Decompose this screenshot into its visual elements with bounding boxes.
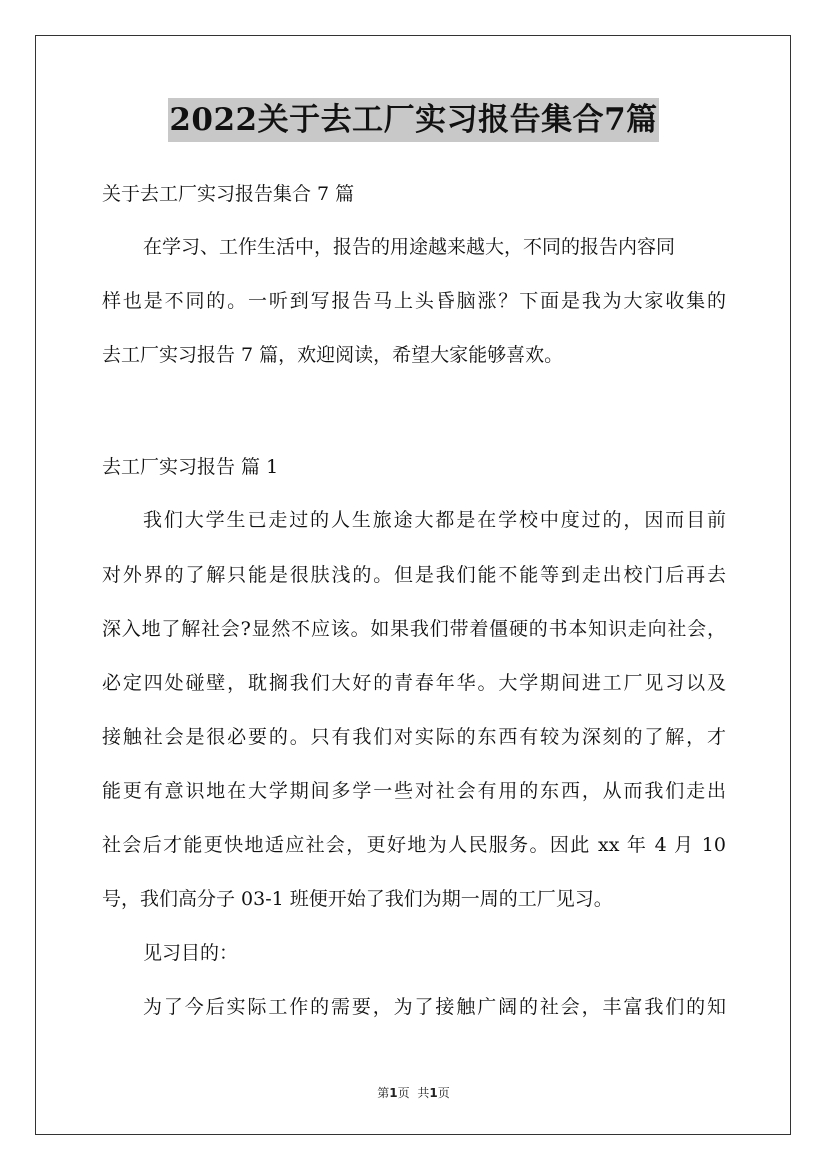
footer-total-suffix: 页 bbox=[437, 1086, 450, 1100]
section-line-6: 能更有意识地在大学期间多学一些对社会有用的东西，从而我们走出 bbox=[102, 780, 726, 802]
section-line-5: 接触社会是很必要的。只有我们对实际的东西有较为深刻的了解，才 bbox=[102, 726, 726, 748]
footer-page-suffix: 页 bbox=[397, 1086, 410, 1100]
page-footer bbox=[0, 1084, 827, 1101]
document-subtitle: 关于去工厂实习报告集合 7 篇 bbox=[102, 183, 355, 205]
section-heading: 去工厂实习报告 篇 1 bbox=[102, 456, 279, 478]
section-line-3: 深入地了解社会?显然不应该。如果我们带着僵硬的书本知识走向社会， bbox=[102, 618, 726, 640]
section-line-8: 号，我们高分子 03-1 班便开始了我们为期一周的工厂见习。 bbox=[102, 888, 613, 910]
section-line-2: 对外界的了解只能是很肤浅的。但是我们能不能等到走出校门后再去 bbox=[102, 564, 726, 586]
footer-total-prefix: 共 bbox=[417, 1086, 430, 1100]
intro-line-2: 样也是不同的。一听到写报告马上头昏脑涨？下面是我为大家收集的 bbox=[102, 290, 726, 312]
purpose-heading: 见习目的： bbox=[143, 942, 239, 964]
footer-page-number: 1 bbox=[389, 1086, 398, 1100]
footer-total-number: 1 bbox=[429, 1086, 438, 1100]
footer-page-prefix: 第 bbox=[377, 1086, 390, 1100]
section-line-7: 社会后才能更快地适应社会，更好地为人民服务。因此 xx 年 4 月 10 bbox=[102, 834, 726, 856]
intro-line-3: 去工厂实习报告 7 篇，欢迎阅读，希望大家能够喜欢。 bbox=[102, 344, 564, 366]
document-title-text: 2022关于去工厂实习报告集合7篇 bbox=[168, 98, 658, 142]
intro-line-1: 在学习、工作生活中，报告的用途越来越大，不同的报告内容同 bbox=[143, 236, 676, 258]
section-line-1: 我们大学生已走过的人生旅途大都是在学校中度过的，因而目前 bbox=[143, 509, 726, 531]
section-line-4: 必定四处碰壁，耽搁我们大好的青春年华。大学期间进工厂见习以及 bbox=[102, 672, 726, 694]
document-title bbox=[0, 98, 827, 142]
purpose-line: 为了今后实际工作的需要，为了接触广阔的社会，丰富我们的知 bbox=[143, 996, 726, 1018]
